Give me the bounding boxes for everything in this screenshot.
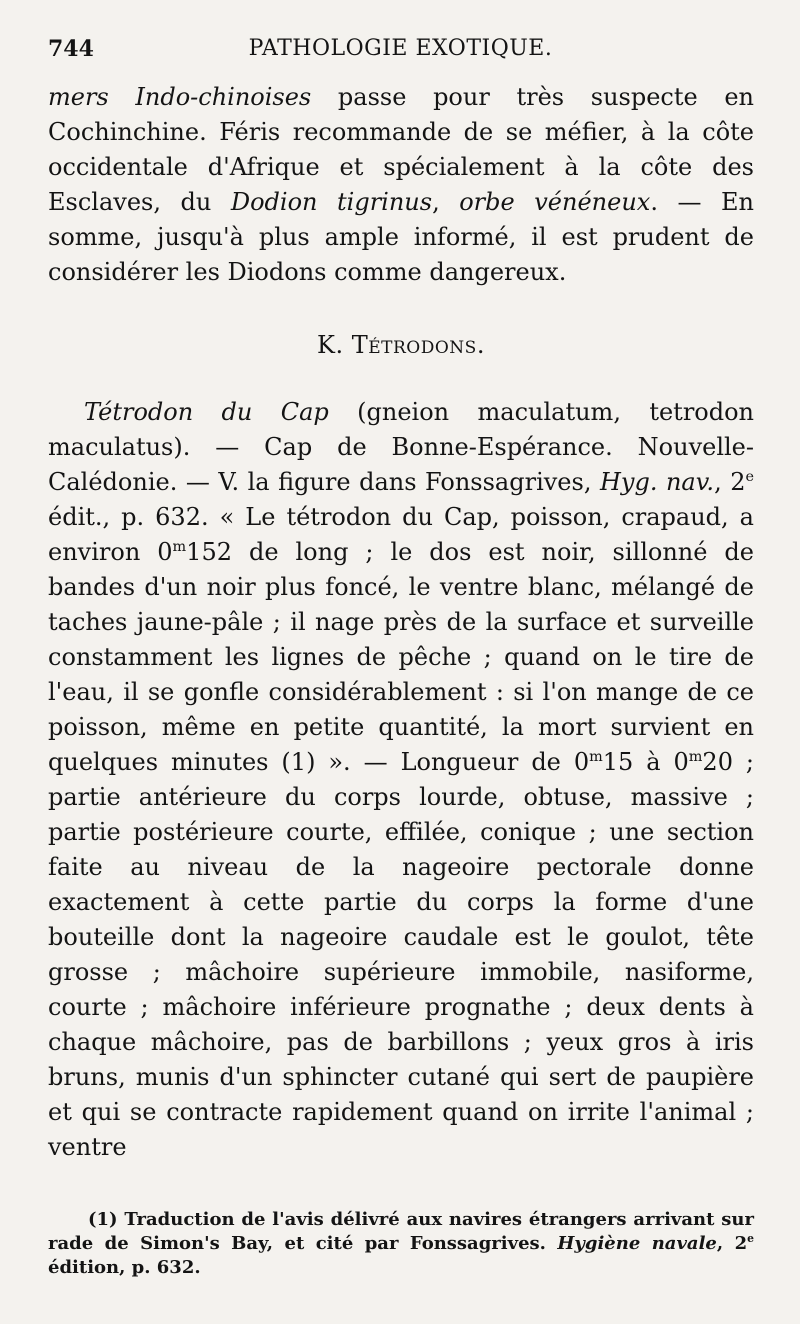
text-run: 20 ; partie antérieure du corps lourde, obtuse, massive ; partie postérieure courte, effilée, conique ; une section faite au niveau de la nageoire pectorale donne exactement à cette partie du corps la forme d'une bouteille dont la nageoire caudale est le goulot, tête grosse ; mâchoire supérieure immobile, nasiforme, courte ; mâchoire inférieure prognathe ; deux dents à chaque mâchoire, pas de barbillons ; yeux gros à iris bruns, munis d'un sphincter cutané qui sert de paupière et qui se contracte rapidement quand on irrite l'animal ; ventre	[48, 748, 754, 1161]
section-title: Tétrodons.	[351, 331, 485, 359]
text-run: édit., p. 632. « Le tétrodon du Cap, poisson, crapaud, a environ 0	[48, 503, 754, 566]
text-run: 15 à 0	[602, 748, 689, 776]
italic-text: Hyg. nav.	[599, 468, 715, 496]
italic-text: mers Indo-chinoises	[48, 83, 312, 111]
superscript: e	[747, 1232, 755, 1245]
text-run: (gneion maculatum, tetrodon maculatus). — Cap de Bonne-Espérance. Nouvelle-Calédonie. — V. la figure dans Fonssagrives,	[48, 398, 755, 496]
superscript: e	[745, 469, 754, 485]
text-run: ,	[432, 188, 460, 216]
footnotes	[48, 1208, 754, 1280]
section-heading	[48, 328, 754, 363]
body-text	[48, 80, 754, 1165]
italic-text: Dodion tigrinus	[230, 188, 433, 216]
superscript: m	[589, 749, 603, 765]
paragraph	[48, 80, 754, 290]
text-run: édition, p. 632.	[48, 1257, 201, 1278]
text-run: passe pour très suspecte en Cochinchine. Féris recommande de se méfier, à la côte occidentale d'Afrique et spécialement à la côte des Esclaves, du	[48, 83, 755, 216]
text-run: , 2	[716, 1233, 748, 1254]
text-run: . — En somme, jusqu'à plus ample informé, il est prudent de considérer les Diodons comme dangereux.	[48, 188, 754, 286]
italic-text: Tétrodon du Cap	[84, 398, 329, 426]
section-letter: K.	[317, 331, 352, 359]
paragraph	[48, 395, 754, 1165]
page-number: 744	[48, 36, 94, 62]
superscript: m	[172, 539, 187, 555]
text-run: 152 de long ; le dos est noir, sillonné de bandes d'un noir plus foncé, le ventre blanc, mélangé de taches jaune-pâle ; il nage près de la surface et surveille constamment les lignes de pêche ; quand on le tire de l'eau, il se gonfle considérablement : si l'on mange de ce poisson, même en petite quantité, la mort survient en quelques minutes (1) ». — Longueur de 0	[48, 538, 754, 776]
italic-text: orbe vénéneux	[459, 188, 651, 216]
text-run: , 2	[714, 468, 746, 496]
page-header	[48, 36, 753, 68]
superscript: m	[688, 749, 703, 765]
footnote	[48, 1208, 754, 1280]
italic-text: Hygiène navale	[557, 1233, 717, 1254]
text-run: (1) Traduction de l'avis délivré aux navires étrangers arrivant sur rade de Simon's Bay, et cité par Fonssagrives.	[48, 1209, 754, 1254]
running-title: PATHOLOGIE EXOTIQUE.	[248, 36, 553, 61]
